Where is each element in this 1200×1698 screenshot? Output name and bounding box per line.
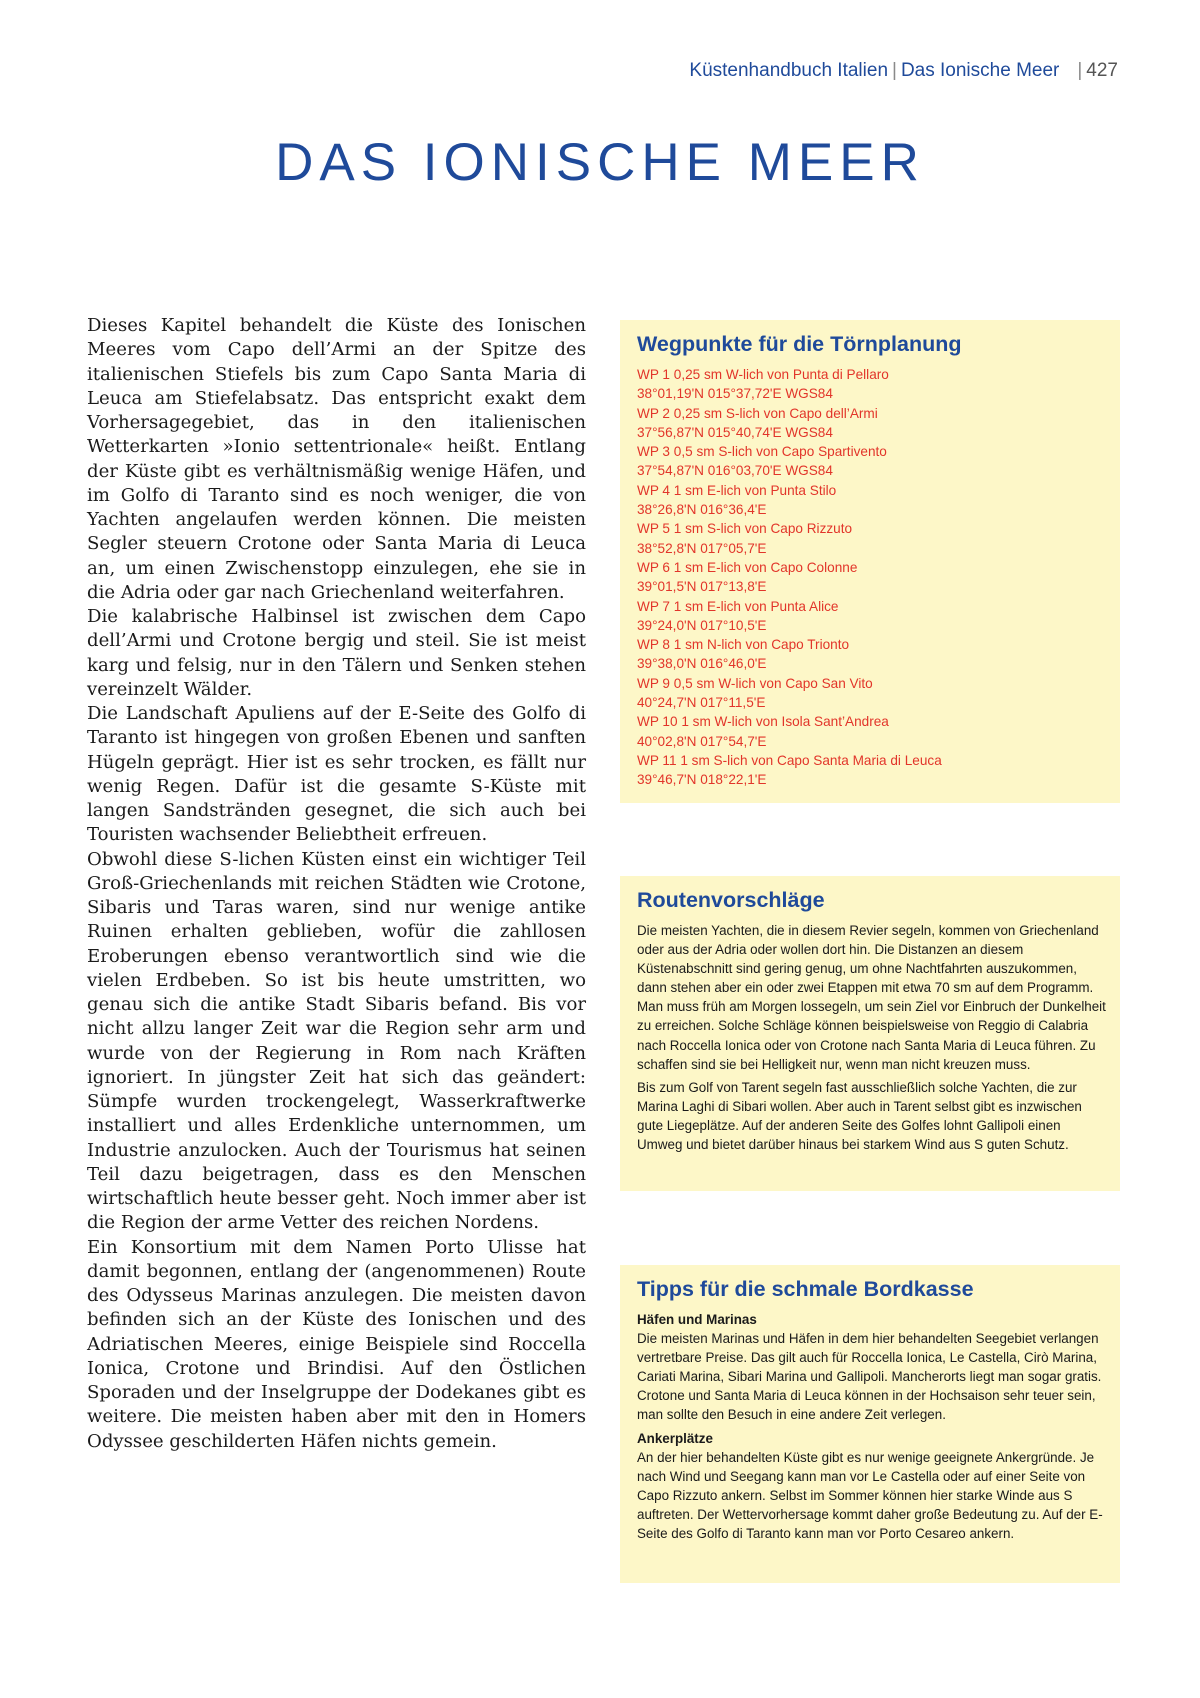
main-paragraph: Die Landschaft Apuliens auf der E-Seite des Golfo di Taranto ist hingegen von großen Ebenen und sanften Hügeln geprägt. Hier ist es sehr trocken, es fällt nur wenig Regen. Dafür ist die gesamte S-Küste mit langen Sandstränden gesegnet, die sich auch bei Touristen wachsender Beliebtheit erfreuen. [87, 703, 586, 846]
main-paragraph: Dieses Kapitel behandelt die Küste des Ionischen Meeres vom Capo dell’Armi an der Spitze des italienischen Stiefels bis zum Capo Santa Maria di Leuca am Stiefelabsatz. Das entspricht exakt dem Vorhersagegebiet, das in den italienischen Wetterkarten »Ionio settentrionale« heißt. Entlang der Küste gibt es verhältnismäßig wenige Häfen, und im Golfo di Taranto sind es noch weniger, die von Yachten angelaufen werden können. Die meisten Segler steuern Crotone oder Santa Maria di Leuca an, um einen Zwischenstopp einzulegen, ehe sie in die Adria oder gar nach Griechenland weiterfahren. [87, 315, 586, 603]
waypoint-line: WP 9 0,5 sm W-lich von Capo San Vito [637, 675, 873, 691]
routes-paragraph: Die meisten Yachten, die in diesem Revier segeln, kommen von Griechenland oder aus der Adria oder wollen dort hin. Die Distanzen an diesem Küstenabschnitt sind gering genug, um ohne Nachtfahrten auszukommen, dann stehen aber ein oder zwei Etappen mit etwa 70 sm auf dem Programm. Man muss früh am Morgen lossegeln, um sein Ziel vor Einbruch der Dunkelheit zu erreichen. Solche Schläge können beispielsweise von Reggio di Calabria nach Roccella Ionica oder von Crotone nach Santa Maria di Leuca führen. Zu schaffen sind sie bei Helligkeit nur, wenn man nicht kreuzen muss. [637, 923, 1106, 1072]
waypoint-line: 37°56,87'N 015°40,74'E WGS84 [637, 424, 833, 440]
anchor-heading: Ankerplätze [637, 1430, 713, 1446]
page-number [1073, 60, 1118, 81]
waypoint-line: 38°01,19'N 015°37,72'E WGS84 [637, 386, 833, 402]
main-paragraph: Ein Konsortium mit dem Namen Porto Ulisse hat damit begonnen, entlang der (angenommenen) Route des Odysseus Marinas anzulegen. Die meisten davon befinden sich an der Küste des Ionischen und des Adriatischen Meeres, einige Beispiele sind Roccella Ionica, Crotone und Brindisi. Auf den Östlichen Sporaden und der Inselgruppe der Dodekanes gibt es weitere. Die meisten haben aber mit den in Homers Odyssee geschilderten Häfen nichts gemein. [87, 1236, 586, 1452]
waypoint-line: WP 1 0,25 sm W-lich von Punta di Pellaro [637, 367, 889, 382]
anchor-text: An der hier behandelten Küste gibt es nur wenige geeignete Ankergründe. Je nach Wind und Seegang kann man vor Le Castella oder auf einer Seite von Capo Rizzuto ankern. Selbst im Sommer können hier starke Winde aus S auftreten. Der Wettervorhersage kommt daher große Bedeutung zu. Auf der E-Seite des Golfo di Taranto kann man vor Porto Cesareo ankern. [637, 1449, 1103, 1542]
page-number-value: 427 [1086, 60, 1118, 81]
waypoint-line: WP 8 1 sm N-lich von Capo Trionto [637, 637, 850, 653]
tips-box [620, 1265, 1120, 1583]
waypoint-line: 40°02,8'N 017°54,7'E [637, 733, 767, 749]
waypoints-list [637, 365, 1106, 790]
waypoint-line: 38°26,8'N 016°36,4'E [637, 502, 767, 518]
waypoint-line: 38°52,8'N 017°05,7'E [637, 540, 767, 556]
marinas-text: Die meisten Marinas und Häfen in dem hier behandelten Seegebiet verlangen vertretbare Preise. Das gilt auch für Roccella Ionica, Le Castella, Cirò Marina, Cariati Marina, Sibari Marina und Gallipoli. Mancherorts liegt man sogar gratis. Crotone und Santa Maria di Leuca können in der Hochsaison sehr teuer sein, man sollte den Besuch in eine andere Zeit verlegen. [637, 1331, 1102, 1423]
waypoint-line: WP 5 1 sm S-lich von Capo Rizzuto [637, 521, 853, 537]
waypoint-line: WP 11 1 sm S-lich von Capo Santa Maria di Leuca [637, 752, 942, 768]
waypoint-line: 37°54,87'N 016°03,70'E WGS84 [637, 463, 833, 479]
routes-title: Routenvorschläge [637, 888, 825, 912]
waypoints-box [620, 320, 1120, 803]
waypoint-line: 39°01,5'N 017°13,8'E [637, 579, 767, 595]
header-book-title: Küstenhandbuch Italien [689, 60, 889, 81]
waypoint-line: WP 10 1 sm W-lich von Isola Sant’Andrea [637, 714, 889, 730]
waypoint-line: WP 2 0,25 sm S-lich von Capo dell’Armi [637, 405, 878, 421]
marinas-heading: Häfen und Marinas [637, 1312, 757, 1327]
header-separator: | [892, 60, 897, 81]
main-text-column [87, 314, 586, 1454]
running-header [689, 60, 1118, 82]
waypoint-line: WP 3 0,5 sm S-lich von Capo Spartivento [637, 444, 887, 460]
tips-title: Tipps für die schmale Bordkasse [637, 1277, 974, 1301]
waypoint-line: 39°24,0'N 017°10,5'E [637, 617, 767, 633]
waypoint-line: 40°24,7'N 017°11,5'E [637, 695, 766, 711]
waypoint-line: 39°38,0'N 016°46,0'E [637, 656, 767, 672]
main-paragraph: Die kalabrische Halbinsel ist zwischen dem Capo dell’Armi und Crotone bergig und steil. Sie ist meist karg und felsig, nur in den Tälern und Senken stehen vereinzelt Wälder. [87, 606, 586, 700]
waypoint-line: WP 7 1 sm E-lich von Punta Alice [637, 598, 839, 614]
header-section-title: Das Ionische Meer [900, 60, 1060, 81]
waypoints-title: Wegpunkte für die Törnplanung [637, 332, 962, 356]
routes-box [620, 876, 1120, 1191]
waypoint-line: WP 4 1 sm E-lich von Punta Stilo [637, 482, 837, 498]
chapter-title: DAS IONISCHE MEER [275, 133, 925, 192]
routes-paragraph: Bis zum Golf von Tarent segeln fast ausschließlich solche Yachten, die zur Marina Laghi di Sibari wollen. Aber auch in Tarent selbst gibt es inzwischen gute Liegeplätze. Auf der anderen Seite des Golfes lohnt Gallipoli einen Umweg und bietet darüber hinaus bei starkem Wind aus S guten Schutz. [637, 1079, 1082, 1153]
waypoint-line: 39°46,7'N 018°22,1'E [637, 772, 767, 788]
main-paragraph: Obwohl diese S-lichen Küsten einst ein wichtiger Teil Groß-Griechenlands mit reichen Städten wie Crotone, Sibaris und Taras waren, sind nur wenige antike Ruinen erhalten geblieben, wofür die zahllosen Eroberungen ebenso verantwortlich sind wie die vielen Erdbeben. So ist bis heute umstritten, wo genau sich die antike Stadt Sibaris befand. Bis vor nicht allzu langer Zeit war die Region sehr arm und wurde von der Regierung in Rom nach Kräften ignoriert. In jüngster Zeit hat sich das geändert: Sümpfe wurden trockengelegt, Wasserkraftwerke installiert und alles Erdenkliche unternommen, um Industrie anzulocken. Auch der Tourismus hat seinen Teil dazu beigetragen, dass es den Menschen wirtschaftlich heute besser geht. Noch immer aber ist die Region der arme Vetter des reichen Nordens. [87, 848, 586, 1234]
waypoint-line: WP 6 1 sm E-lich von Capo Colonne [637, 559, 858, 575]
page-number-separator: | [1077, 60, 1083, 81]
